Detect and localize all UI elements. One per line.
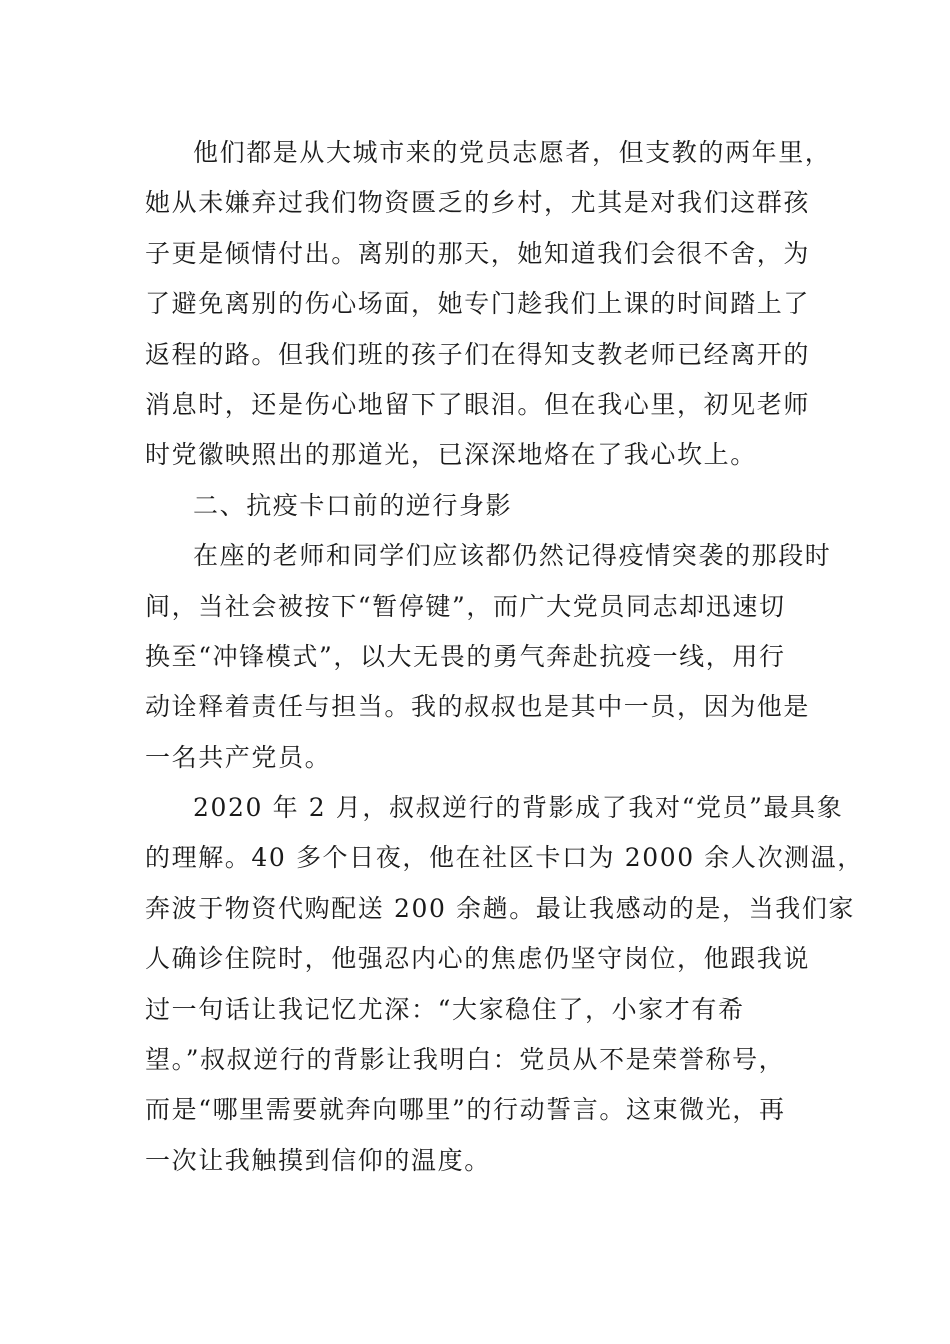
paragraph-line: 在座的老师和同学们应该都仍然记得疫情突袭的那段时 xyxy=(193,541,832,571)
paragraph-line: 一名共产党员。 xyxy=(145,742,332,772)
paragraph-line: 返程的路。但我们班的孩子们在得知支教老师已经离开的 xyxy=(145,339,811,369)
paragraph-line: 奔波于物资代购配送 200 余趟。最让我感动的是，当我们家 xyxy=(145,893,856,923)
paragraph-line: 子更是倾情付出。离别的那天，她知道我们会很不舍，为 xyxy=(145,238,811,268)
paragraph-line: 过一句话让我记忆尤深：“大家稳住了，小家才有希 xyxy=(145,994,745,1024)
paragraph-line: 动诠释着责任与担当。我的叔叔也是其中一员，因为他是 xyxy=(145,692,811,722)
paragraph-line: 了避免离别的伤心场面，她专门趁我们上课的时间踏上了 xyxy=(145,289,811,319)
paragraph-line: 他们都是从大城市来的党员志愿者，但支教的两年里， xyxy=(193,138,832,167)
paragraph-line: 的理解。40 多个日夜，他在社区卡口为 2000 余人次测温， xyxy=(145,843,864,873)
section-heading: 二、抗疫卡口前的逆行身影 xyxy=(193,490,513,520)
paragraph-line: 时党徽映照出的那道光，已深深地烙在了我心坎上。 xyxy=(145,440,757,470)
paragraph-line: 人确诊住院时，他强忍内心的焦虑仍坚守岗位，他跟我说 xyxy=(145,944,811,974)
paragraph-line: 一次让我触摸到信仰的温度。 xyxy=(145,1145,491,1175)
paragraph-line: 望。”叔叔逆行的背影让我明白：党员从不是荣誉称号， xyxy=(145,1045,786,1075)
paragraph-line: 换至“冲锋模式”，以大无畏的勇气奔赴抗疫一线，用行 xyxy=(145,641,786,671)
document-body xyxy=(145,128,864,1186)
paragraph-line: 间，当社会被按下“暂停键”，而广大党员同志却迅速切 xyxy=(145,591,786,621)
paragraph-line: 消息时，还是伤心地留下了眼泪。但在我心里，初见老师 xyxy=(145,389,811,419)
paragraph-line: 她从未嫌弃过我们物资匮乏的乡村，尤其是对我们这群孩 xyxy=(145,188,811,218)
paragraph-line: 2020 年 2 月，叔叔逆行的背影成了我对“党员”最具象 xyxy=(193,793,844,823)
paragraph-line: 而是“哪里需要就奔向哪里”的行动誓言。这束微光，再 xyxy=(145,1095,786,1125)
